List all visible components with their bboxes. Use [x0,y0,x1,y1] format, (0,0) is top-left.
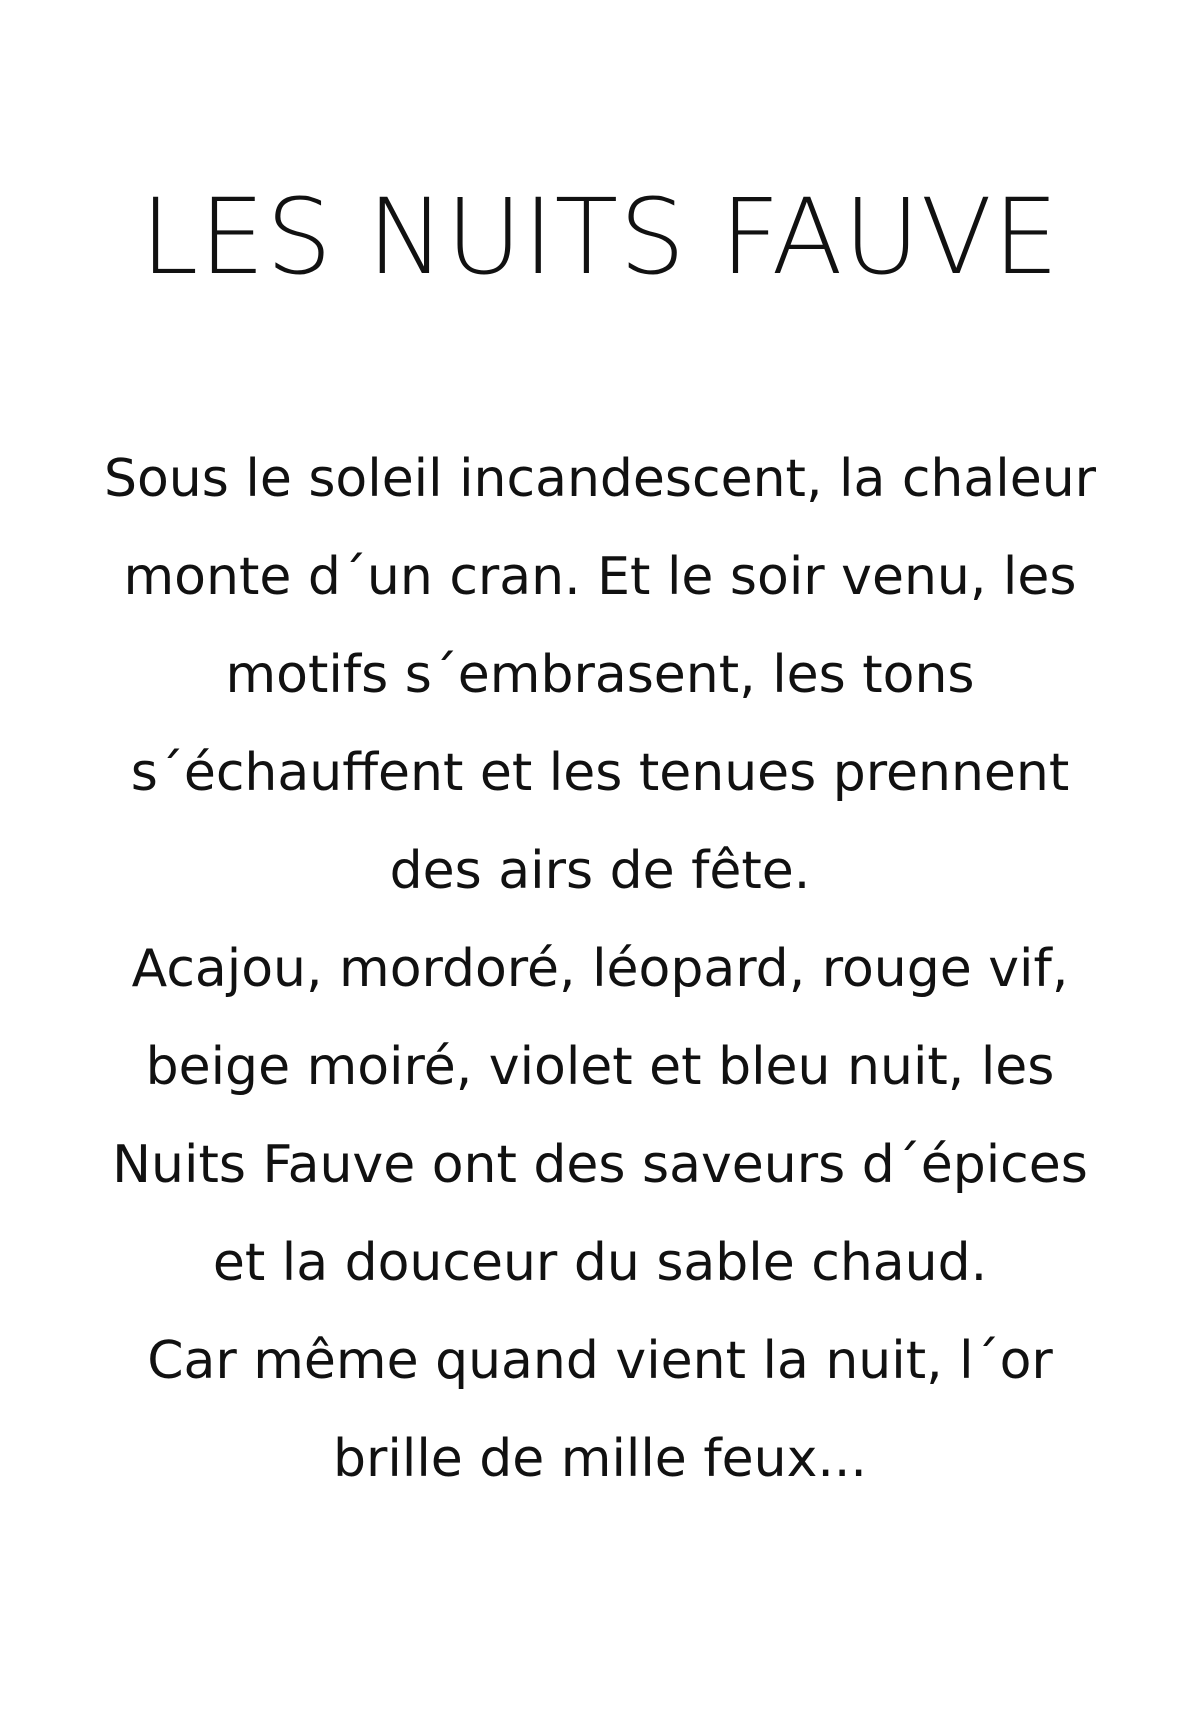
body-line-5: des airs de fête. [389,841,811,901]
body-line-2: monte d´un cran. Et le soir venu, les [123,547,1077,607]
body-text [0,430,1200,1508]
body-line-4: s´échauffent et les tenues prennent [130,743,1070,803]
body-line-11: brille de mille feux... [333,1429,867,1489]
body-line-10: Car même quand vient la nuit, l´or [147,1331,1053,1391]
page-title: LES NUITS FAUVE [140,176,1060,298]
body-line-1: Sous le soleil incandescent, la chaleur [103,449,1097,509]
body-line-7: beige moiré, violet et bleu nuit, les [145,1037,1055,1097]
body-line-6: Acajou, mordoré, léopard, rouge vif, [131,939,1069,999]
body-line-8: Nuits Fauve ont des saveurs d´épices [112,1135,1088,1195]
body-line-9: et la douceur du sable chaud. [212,1233,988,1293]
body-line-3: motifs s´embrasent, les tons [225,645,975,705]
